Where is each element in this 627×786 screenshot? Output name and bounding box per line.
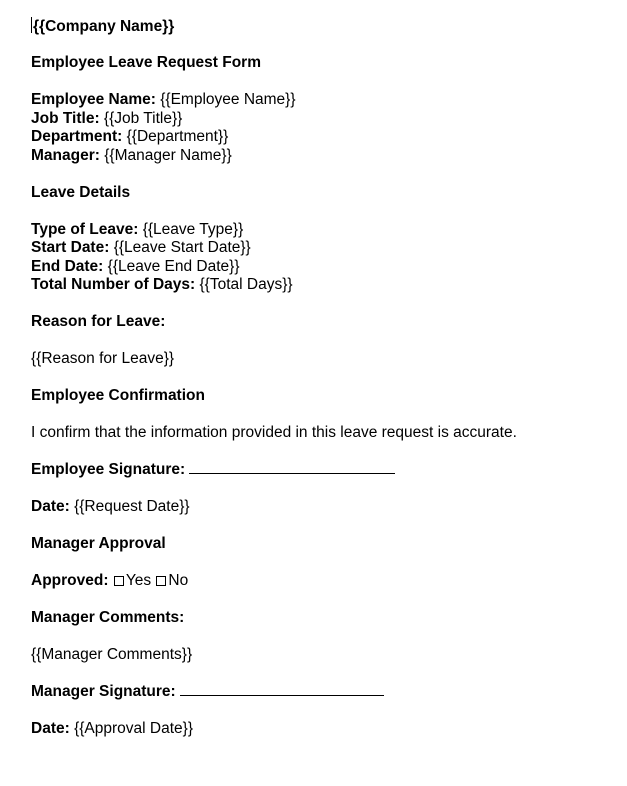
request-date-value: {{Request Date}} [69, 498, 190, 515]
total-days-label: Total Number of Days: [31, 276, 196, 293]
request-date-label: Date: [31, 498, 70, 515]
approval-date-value: {{Approval Date}} [69, 720, 194, 737]
job-title-label: Job Title: [31, 109, 100, 127]
employee-signature-row [31, 461, 611, 480]
total-days-value: {{Total Days}} [195, 276, 293, 293]
employee-name-value: {{Employee Name}} [155, 91, 296, 108]
end-date-label: End Date: [31, 257, 104, 275]
manager-comments-label: Manager Comments: [31, 609, 185, 626]
department-label: Department: [31, 128, 123, 145]
company-name: {{Company Name}} [33, 18, 175, 35]
request-date-row [31, 498, 611, 517]
approved-row [31, 572, 611, 591]
employee-signature-line[interactable] [189, 461, 395, 474]
approved-label: Approved: [31, 572, 109, 589]
start-date-value: {{Leave Start Date}} [109, 239, 251, 256]
company-name-line[interactable] [31, 17, 611, 36]
department-row [31, 128, 611, 147]
manager-label: Manager: [31, 146, 100, 164]
no-label: No [168, 572, 189, 589]
manager-signature-line[interactable] [180, 683, 384, 696]
confirmation-statement: I confirm that the information provided in this leave request is accurate. [31, 424, 517, 441]
yes-label: Yes [125, 572, 152, 589]
department-value: {{Department}} [122, 128, 229, 145]
manager-approval-heading: Manager Approval [31, 535, 166, 552]
end-date-value: {{Leave End Date}} [103, 257, 240, 275]
yes-checkbox[interactable] [114, 576, 124, 586]
employee-signature-label: Employee Signature: [31, 461, 186, 478]
manager-value: {{Manager Name}} [99, 146, 232, 164]
reason-value: {{Reason for Leave}} [31, 350, 175, 367]
approval-date-label: Date: [31, 720, 70, 737]
leave-type-row [31, 221, 611, 240]
leave-type-label: Type of Leave: [31, 220, 139, 238]
employee-name-row [31, 91, 611, 110]
end-date-row [31, 258, 611, 277]
manager-comments-value: {{Manager Comments}} [31, 646, 193, 663]
manager-signature-label: Manager Signature: [31, 683, 176, 700]
leave-details-heading: Leave Details [31, 183, 131, 201]
total-days-row [31, 276, 611, 295]
no-checkbox[interactable] [156, 576, 166, 586]
job-title-value: {{Job Title}} [99, 109, 183, 127]
start-date-label: Start Date: [31, 239, 110, 256]
approval-date-row [31, 720, 611, 739]
form-title: Employee Leave Request Form [31, 54, 261, 71]
job-title-row [31, 110, 611, 129]
leave-type-value: {{Leave Type}} [138, 220, 244, 238]
start-date-row [31, 239, 611, 258]
manager-signature-row [31, 683, 611, 702]
text-cursor [31, 17, 32, 33]
employee-name-label: Employee Name: [31, 91, 156, 108]
confirmation-heading: Employee Confirmation [31, 387, 205, 404]
document-page [31, 17, 611, 739]
manager-row [31, 147, 611, 166]
reason-heading: Reason for Leave: [31, 313, 166, 330]
